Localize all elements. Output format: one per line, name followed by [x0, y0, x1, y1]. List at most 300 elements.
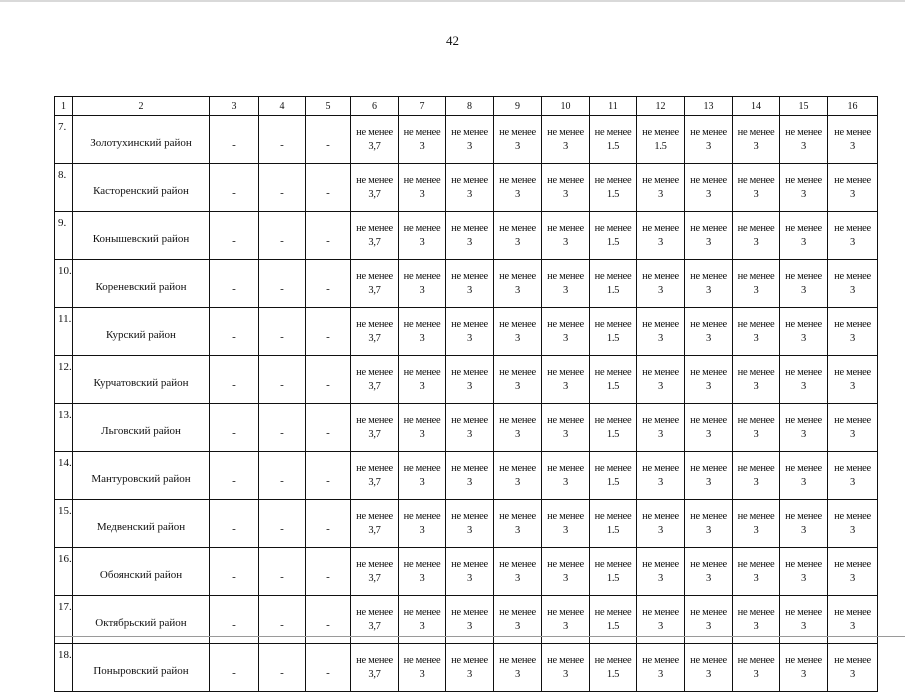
empty-value-dash: -: [259, 548, 306, 596]
value-qualifier: не менее: [594, 366, 632, 378]
value-number: 3: [515, 140, 520, 152]
value-number: 3: [658, 188, 663, 200]
value-qualifier: не менее: [403, 174, 441, 186]
value-number: 3: [801, 524, 806, 536]
empty-value-dash: -: [210, 356, 259, 404]
value-number: 3: [706, 284, 711, 296]
value-cell: [733, 644, 780, 692]
column-header: 16: [828, 97, 878, 116]
empty-value-dash: -: [306, 500, 351, 548]
value-cell: [542, 500, 590, 548]
row-number: 10.: [55, 260, 73, 308]
empty-value-dash: -: [210, 308, 259, 356]
value-qualifier: не менее: [690, 558, 727, 570]
value-number: 3: [658, 668, 663, 680]
column-header: 13: [685, 97, 733, 116]
value-qualifier: не менее: [785, 318, 822, 330]
value-qualifier: не менее: [834, 318, 871, 330]
value-number: 1.5: [606, 332, 620, 344]
value-cell: [399, 260, 446, 308]
value-qualifier: не менее: [785, 654, 822, 666]
empty-value-dash: -: [210, 164, 259, 212]
value-cell: [542, 548, 590, 596]
value-qualifier: не менее: [737, 270, 775, 282]
value-qualifier: не менее: [451, 558, 488, 570]
value-number: 3: [753, 620, 759, 632]
value-number: 3,7: [368, 524, 381, 536]
value-qualifier: не менее: [451, 366, 488, 378]
value-number: 3: [563, 524, 568, 536]
value-qualifier: не менее: [737, 606, 775, 618]
value-qualifier: не менее: [642, 462, 679, 474]
value-cell: [590, 308, 637, 356]
value-qualifier: не менее: [356, 318, 393, 330]
value-qualifier: не менее: [356, 270, 393, 282]
empty-value-dash: -: [259, 308, 306, 356]
value-number: 3: [467, 380, 472, 392]
value-qualifier: не менее: [547, 270, 584, 282]
value-number: 3: [563, 332, 568, 344]
value-cell: [780, 356, 828, 404]
value-number: 3: [419, 476, 425, 488]
value-qualifier: не менее: [690, 126, 727, 138]
value-qualifier: не менее: [834, 606, 871, 618]
value-qualifier: не менее: [547, 510, 584, 522]
value-qualifier: не менее: [451, 414, 488, 426]
value-qualifier: не менее: [785, 174, 822, 186]
value-number: 1.5: [606, 284, 620, 296]
empty-value-dash: -: [259, 404, 306, 452]
row-number: 12.: [55, 356, 73, 404]
table-row: [55, 212, 878, 260]
value-qualifier: не менее: [785, 366, 822, 378]
table-body: [55, 116, 878, 692]
value-number: 3: [753, 332, 759, 344]
value-qualifier: не менее: [690, 462, 727, 474]
value-number: 3: [563, 140, 568, 152]
empty-value-dash: -: [306, 260, 351, 308]
value-cell: [733, 164, 780, 212]
value-qualifier: не менее: [642, 654, 679, 666]
value-number: 3: [753, 428, 759, 440]
value-number: 3: [706, 332, 711, 344]
value-number: 3: [419, 188, 425, 200]
column-header: 3: [210, 97, 259, 116]
value-cell: [542, 452, 590, 500]
row-number: 14.: [55, 452, 73, 500]
value-cell: [399, 116, 446, 164]
value-number: 3,7: [368, 236, 381, 248]
row-number: 15.: [55, 500, 73, 548]
value-number: 1.5: [606, 668, 620, 680]
value-qualifier: не менее: [594, 510, 632, 522]
value-qualifier: не менее: [499, 606, 536, 618]
value-number: 3: [706, 476, 711, 488]
value-number: 3: [467, 284, 472, 296]
value-cell: [446, 548, 494, 596]
value-qualifier: не менее: [834, 126, 871, 138]
value-qualifier: не менее: [594, 414, 632, 426]
value-qualifier: не менее: [403, 510, 441, 522]
value-number: 1.5: [606, 236, 620, 248]
value-number: 3: [419, 428, 425, 440]
district-name: Медвенский район: [73, 500, 210, 548]
value-number: 3: [419, 572, 425, 584]
empty-value-dash: -: [210, 116, 259, 164]
value-number: 3: [419, 140, 425, 152]
value-qualifier: не менее: [594, 462, 632, 474]
value-cell: [733, 500, 780, 548]
value-qualifier: не менее: [834, 654, 871, 666]
value-number: 3: [515, 428, 520, 440]
value-cell: [637, 308, 685, 356]
value-number: 3: [515, 332, 520, 344]
value-number: 3: [467, 668, 472, 680]
value-number: 3: [850, 620, 855, 632]
value-number: 3: [801, 428, 806, 440]
column-header: 2: [73, 97, 210, 116]
value-number: 3: [563, 668, 568, 680]
value-cell: [446, 500, 494, 548]
value-number: 3: [658, 620, 663, 632]
value-cell: [733, 404, 780, 452]
value-number: 3: [753, 284, 759, 296]
value-number: 3: [850, 188, 855, 200]
value-qualifier: не менее: [451, 126, 488, 138]
value-number: 3: [467, 188, 472, 200]
value-number: 1.5: [654, 140, 667, 152]
value-number: 3: [801, 332, 806, 344]
column-header: 1: [55, 97, 73, 116]
value-qualifier: не менее: [834, 414, 871, 426]
district-name: Конышевский район: [73, 212, 210, 260]
value-cell: [590, 452, 637, 500]
table-row: [55, 452, 878, 500]
value-qualifier: не менее: [690, 270, 727, 282]
table-row: [55, 356, 878, 404]
value-cell: [685, 404, 733, 452]
value-qualifier: не менее: [785, 126, 822, 138]
empty-value-dash: -: [259, 260, 306, 308]
column-header: 7: [399, 97, 446, 116]
value-qualifier: не менее: [737, 318, 775, 330]
value-cell: [733, 356, 780, 404]
value-qualifier: не менее: [690, 318, 727, 330]
value-cell: [780, 452, 828, 500]
value-qualifier: не менее: [499, 174, 536, 186]
value-qualifier: не менее: [834, 270, 871, 282]
value-qualifier: не менее: [642, 606, 679, 618]
empty-value-dash: -: [259, 116, 306, 164]
value-qualifier: не менее: [834, 510, 871, 522]
value-qualifier: не менее: [642, 126, 679, 138]
value-qualifier: не менее: [403, 222, 441, 234]
value-qualifier: не менее: [547, 126, 584, 138]
value-qualifier: не менее: [642, 222, 679, 234]
value-cell: [828, 452, 878, 500]
value-qualifier: не менее: [547, 654, 584, 666]
value-cell: [733, 260, 780, 308]
value-cell: [828, 308, 878, 356]
value-number: 3: [563, 620, 568, 632]
value-number: 3: [563, 572, 568, 584]
value-qualifier: не менее: [690, 222, 727, 234]
value-cell: [590, 500, 637, 548]
value-number: 3: [563, 188, 568, 200]
value-number: 3: [467, 620, 472, 632]
column-header: 9: [494, 97, 542, 116]
value-cell: [828, 404, 878, 452]
page-number: 42: [446, 33, 459, 48]
value-number: 3: [706, 524, 711, 536]
value-number: 3,7: [368, 620, 381, 632]
value-qualifier: не менее: [451, 510, 488, 522]
value-qualifier: не менее: [403, 318, 441, 330]
value-qualifier: не менее: [737, 414, 775, 426]
value-number: 1.5: [606, 572, 620, 584]
value-number: 3: [515, 668, 520, 680]
value-qualifier: не менее: [403, 366, 441, 378]
value-number: 3: [515, 236, 520, 248]
value-qualifier: не менее: [594, 606, 632, 618]
value-qualifier: не менее: [547, 414, 584, 426]
value-cell: [780, 164, 828, 212]
value-number: 3: [801, 476, 806, 488]
value-number: 3: [658, 380, 663, 392]
value-qualifier: не менее: [594, 558, 632, 570]
district-name: Льговский район: [73, 404, 210, 452]
value-cell: [399, 500, 446, 548]
value-cell: [733, 548, 780, 596]
value-qualifier: не менее: [785, 558, 822, 570]
value-qualifier: не менее: [356, 510, 393, 522]
value-cell: [351, 260, 399, 308]
value-number: 3: [419, 668, 425, 680]
value-cell: [351, 500, 399, 548]
value-number: 3: [419, 620, 425, 632]
value-qualifier: не менее: [594, 654, 632, 666]
value-qualifier: не менее: [642, 510, 679, 522]
value-cell: [828, 212, 878, 260]
value-cell: [351, 356, 399, 404]
value-cell: [351, 308, 399, 356]
value-number: 3,7: [368, 188, 381, 200]
table-row: [55, 548, 878, 596]
value-number: 3: [850, 572, 855, 584]
value-qualifier: не менее: [499, 366, 536, 378]
value-qualifier: не менее: [403, 606, 441, 618]
value-cell: [446, 116, 494, 164]
value-number: 3: [658, 572, 663, 584]
column-header: 14: [733, 97, 780, 116]
value-cell: [637, 164, 685, 212]
value-qualifier: не менее: [547, 462, 584, 474]
value-number: 3: [801, 236, 806, 248]
value-number: 3,7: [368, 668, 381, 680]
table-row: [55, 164, 878, 212]
empty-value-dash: -: [210, 644, 259, 692]
value-cell: [590, 404, 637, 452]
value-number: 3: [706, 188, 711, 200]
table-row: [55, 644, 878, 692]
value-cell: [685, 548, 733, 596]
value-number: 3: [563, 236, 568, 248]
value-cell: [828, 644, 878, 692]
empty-value-dash: -: [210, 452, 259, 500]
value-cell: [351, 452, 399, 500]
value-qualifier: не менее: [834, 366, 871, 378]
value-number: 3: [706, 572, 711, 584]
value-number: 3: [801, 188, 806, 200]
value-cell: [542, 212, 590, 260]
value-number: 3: [850, 284, 855, 296]
value-number: 3: [753, 476, 759, 488]
column-header: 10: [542, 97, 590, 116]
value-cell: [733, 212, 780, 260]
value-qualifier: не менее: [451, 462, 488, 474]
value-number: 1.5: [606, 620, 620, 632]
value-qualifier: не менее: [499, 414, 536, 426]
value-number: 3: [467, 476, 472, 488]
column-header: 12: [637, 97, 685, 116]
value-number: 3: [706, 380, 711, 392]
row-number: 8.: [55, 164, 73, 212]
value-cell: [542, 116, 590, 164]
value-qualifier: не менее: [690, 174, 727, 186]
value-cell: [828, 164, 878, 212]
empty-value-dash: -: [306, 164, 351, 212]
value-cell: [494, 548, 542, 596]
column-header: 4: [259, 97, 306, 116]
value-qualifier: не менее: [690, 414, 727, 426]
value-cell: [828, 260, 878, 308]
value-number: 3,7: [368, 380, 381, 392]
value-number: 3: [706, 668, 711, 680]
value-number: 3: [753, 380, 759, 392]
district-name: Курчатовский район: [73, 356, 210, 404]
value-number: 3: [658, 428, 663, 440]
value-qualifier: не менее: [451, 318, 488, 330]
column-header: 5: [306, 97, 351, 116]
table-row: [55, 308, 878, 356]
empty-value-dash: -: [259, 500, 306, 548]
value-cell: [590, 260, 637, 308]
empty-value-dash: -: [210, 548, 259, 596]
table-row: [55, 260, 878, 308]
value-number: 3: [658, 332, 663, 344]
district-name: Поныровский район: [73, 644, 210, 692]
page-bottom-edge: [55, 636, 905, 637]
district-name: Курский район: [73, 308, 210, 356]
districts-table: [54, 96, 878, 692]
value-qualifier: не менее: [547, 222, 584, 234]
value-cell: [780, 500, 828, 548]
value-qualifier: не менее: [594, 126, 632, 138]
value-qualifier: не менее: [737, 654, 775, 666]
value-number: 3: [515, 572, 520, 584]
value-qualifier: не менее: [737, 222, 775, 234]
district-name: Золотухинский район: [73, 116, 210, 164]
value-qualifier: не менее: [785, 222, 822, 234]
value-number: 3: [801, 668, 806, 680]
value-number: 3: [706, 140, 711, 152]
empty-value-dash: -: [259, 452, 306, 500]
value-number: 3: [801, 284, 806, 296]
row-number: 11.: [55, 308, 73, 356]
value-number: 3: [850, 428, 855, 440]
value-cell: [446, 164, 494, 212]
value-number: 3: [706, 428, 711, 440]
value-qualifier: не менее: [737, 366, 775, 378]
value-cell: [590, 116, 637, 164]
value-qualifier: не менее: [499, 222, 536, 234]
value-cell: [590, 356, 637, 404]
value-cell: [399, 548, 446, 596]
value-cell: [637, 116, 685, 164]
value-number: 1.5: [606, 524, 620, 536]
value-cell: [733, 308, 780, 356]
value-number: 3: [515, 476, 520, 488]
value-qualifier: не менее: [785, 510, 822, 522]
value-cell: [494, 164, 542, 212]
value-number: 3,7: [368, 572, 381, 584]
value-qualifier: не менее: [642, 174, 679, 186]
value-number: 3: [419, 332, 425, 344]
value-cell: [828, 116, 878, 164]
value-qualifier: не менее: [834, 558, 871, 570]
value-number: 1.5: [606, 476, 620, 488]
value-qualifier: не менее: [356, 126, 393, 138]
value-cell: [733, 452, 780, 500]
empty-value-dash: -: [259, 164, 306, 212]
value-number: 3: [753, 188, 759, 200]
value-cell: [494, 404, 542, 452]
value-cell: [351, 644, 399, 692]
value-qualifier: не менее: [642, 270, 679, 282]
empty-value-dash: -: [306, 308, 351, 356]
value-number: 3: [467, 572, 472, 584]
district-name: Октябрьский район: [73, 596, 210, 644]
value-cell: [637, 500, 685, 548]
value-number: 3: [563, 476, 568, 488]
value-qualifier: не менее: [499, 462, 536, 474]
value-qualifier: не менее: [594, 270, 632, 282]
value-cell: [542, 356, 590, 404]
column-header: 8: [446, 97, 494, 116]
value-cell: [399, 164, 446, 212]
value-qualifier: не менее: [547, 558, 584, 570]
value-cell: [685, 356, 733, 404]
empty-value-dash: -: [306, 212, 351, 260]
value-number: 3: [563, 284, 568, 296]
value-cell: [399, 404, 446, 452]
value-number: 3: [515, 284, 520, 296]
value-cell: [780, 116, 828, 164]
value-number: 3: [801, 572, 806, 584]
value-qualifier: не менее: [403, 462, 441, 474]
value-cell: [446, 260, 494, 308]
district-name: Кореневский район: [73, 260, 210, 308]
value-number: 3: [467, 428, 472, 440]
value-number: 3: [850, 236, 855, 248]
value-number: 3,7: [368, 428, 381, 440]
value-qualifier: не менее: [356, 462, 393, 474]
value-cell: [828, 500, 878, 548]
value-cell: [637, 644, 685, 692]
value-cell: [685, 308, 733, 356]
value-number: 3: [467, 140, 472, 152]
value-number: 3: [753, 236, 759, 248]
